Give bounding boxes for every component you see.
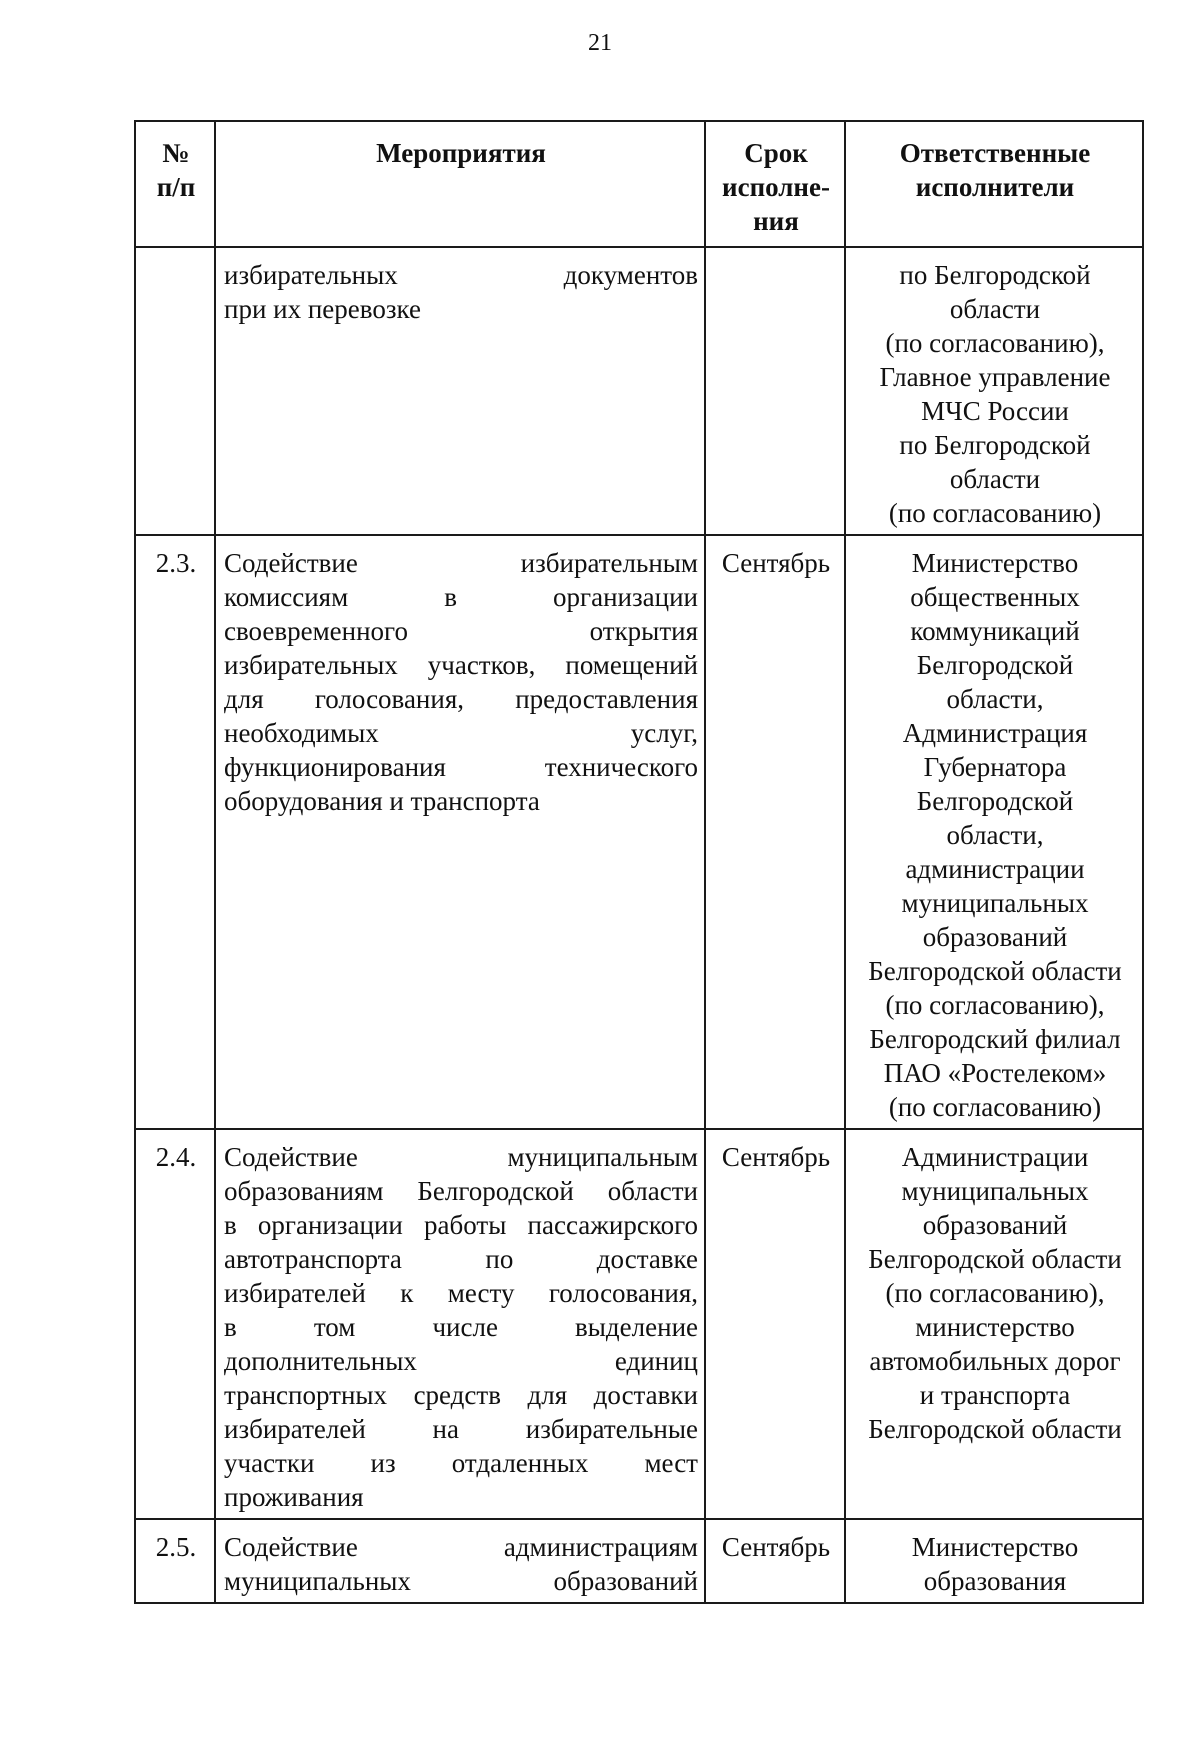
header-deadline-line: исполне- — [722, 172, 830, 202]
header-responsible — [845, 121, 1143, 247]
responsible-line: Главное управление — [879, 362, 1111, 392]
activity-line: проживания — [224, 1482, 364, 1512]
header-responsible-line: исполнители — [915, 172, 1075, 202]
responsible-line: коммуникаций — [910, 616, 1080, 646]
row-deadline: Сентябрь — [705, 535, 845, 1129]
responsible-line: (по согласованию), — [885, 328, 1105, 358]
row-deadline: Сентябрь — [705, 1129, 845, 1519]
activity-line: в том числе выделение — [224, 1312, 698, 1342]
row-number: 2.3. — [135, 535, 215, 1129]
row-responsible — [845, 535, 1143, 1129]
responsible-line: (по согласованию), — [885, 990, 1105, 1020]
activity-line: образованиям Белгородской области — [224, 1176, 698, 1206]
responsible-line: области — [949, 464, 1041, 494]
responsible-line: Белгородской — [916, 650, 1074, 680]
responsible-line: области, — [946, 820, 1044, 850]
responsible-line: Белгородской области — [868, 1244, 1122, 1274]
activity-line: при их перевозке — [224, 294, 421, 324]
responsible-line: Администрация — [902, 718, 1088, 748]
row-number — [135, 247, 215, 535]
page-number: 21 — [588, 30, 612, 56]
responsible-line: и транспорта — [919, 1380, 1071, 1410]
activity-line: автотранспорта по доставке — [224, 1244, 698, 1274]
row-deadline: Сентябрь — [705, 1519, 845, 1603]
table-row — [135, 1129, 1143, 1519]
activity-line: Содействие избирательным — [224, 548, 698, 578]
table-header-row — [135, 121, 1143, 247]
responsible-line: области — [949, 294, 1041, 324]
header-num-line: № — [162, 138, 190, 168]
table-row — [135, 247, 1143, 535]
row-activity — [215, 1129, 705, 1519]
header-num — [135, 121, 215, 247]
activity-line: необходимых услуг, — [224, 718, 698, 748]
activity-line: избирателей к месту голосования, — [224, 1278, 698, 1308]
table-row — [135, 535, 1143, 1129]
activity-line: для голосования, предоставления — [224, 684, 698, 714]
row-number: 2.5. — [135, 1519, 215, 1603]
responsible-line: области, — [946, 684, 1044, 714]
header-responsible-line: Ответственные — [899, 138, 1091, 168]
header-deadline-line: ния — [753, 206, 799, 236]
activity-line: своевременного открытия — [224, 616, 698, 646]
activities-table — [134, 120, 1144, 1604]
row-activity — [215, 247, 705, 535]
responsible-line: Белгородский филиал — [869, 1024, 1121, 1054]
activity-line: в организации работы пассажирского — [224, 1210, 698, 1240]
responsible-line: Белгородской области — [868, 956, 1122, 986]
responsible-line: образований — [922, 922, 1068, 952]
responsible-line: ПАО «Ростелеком» — [883, 1058, 1107, 1088]
activity-line: дополнительных единиц — [224, 1346, 698, 1376]
responsible-line: Губернатора — [923, 752, 1067, 782]
responsible-line: Белгородской области — [868, 1414, 1122, 1444]
responsible-line: Администрации — [901, 1142, 1089, 1172]
table-row — [135, 1519, 1143, 1603]
header-deadline-line: Срок — [744, 138, 808, 168]
responsible-line: Министерство — [911, 548, 1079, 578]
row-number: 2.4. — [135, 1129, 215, 1519]
activity-line: избирательных участков, помещений — [224, 650, 698, 680]
activity-line: Содействие администрациям — [224, 1532, 698, 1562]
row-responsible — [845, 1519, 1143, 1603]
row-responsible — [845, 247, 1143, 535]
responsible-line: автомобильных дорог — [869, 1346, 1121, 1376]
row-activity — [215, 535, 705, 1129]
row-responsible — [845, 1129, 1143, 1519]
activity-line: избирательных документов — [224, 260, 698, 290]
responsible-line: по Белгородской — [899, 260, 1091, 290]
responsible-line: образования — [923, 1566, 1067, 1596]
activity-line: муниципальных образований — [224, 1566, 698, 1596]
header-num-line: п/п — [156, 172, 196, 202]
activity-line: транспортных средств для доставки — [224, 1380, 698, 1410]
header-activity-label: Мероприятия — [376, 138, 546, 168]
activity-line: Содействие муниципальным — [224, 1142, 698, 1172]
header-deadline — [705, 121, 845, 247]
activity-line: оборудования и транспорта — [224, 786, 540, 816]
row-deadline — [705, 247, 845, 535]
responsible-line: министерство — [915, 1312, 1075, 1342]
responsible-line: МЧС России — [921, 396, 1069, 426]
responsible-line: (по согласованию) — [888, 498, 1102, 528]
responsible-line: муниципальных — [901, 1176, 1089, 1206]
responsible-line: общественных — [910, 582, 1080, 612]
responsible-line: по Белгородской — [899, 430, 1091, 460]
responsible-line: муниципальных — [901, 888, 1089, 918]
responsible-line: (по согласованию) — [888, 1092, 1102, 1122]
activity-line: избирателей на избирательные — [224, 1414, 698, 1444]
activity-line: комиссиям в организации — [224, 582, 698, 612]
responsible-line: Министерство — [911, 1532, 1079, 1562]
row-activity — [215, 1519, 705, 1603]
activity-line: участки из отдаленных мест — [224, 1448, 698, 1478]
activity-line: функционирования технического — [224, 752, 698, 782]
responsible-line: Белгородской — [916, 786, 1074, 816]
responsible-line: администрации — [905, 854, 1085, 884]
header-activity — [215, 121, 705, 247]
responsible-line: (по согласованию), — [885, 1278, 1105, 1308]
responsible-line: образований — [922, 1210, 1068, 1240]
